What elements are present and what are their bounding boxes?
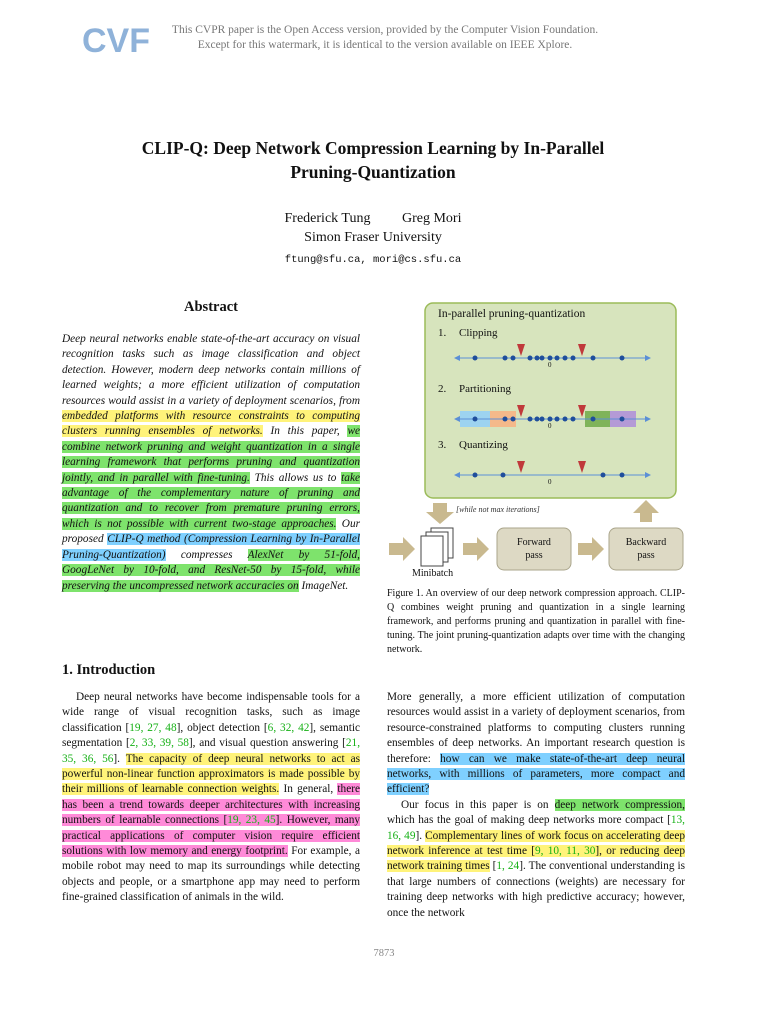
abstract-text: compresses: [165, 548, 248, 561]
body-text: ].: [113, 752, 126, 765]
backward-pass-label: [609, 536, 683, 562]
highlight-blue: how can we make state-of-the-art deep neural networks, with millions of parameters, more compact and efficient?: [387, 752, 685, 796]
step-1-number: 1.: [438, 327, 447, 339]
abstract-body: [62, 332, 360, 594]
zero-tick-3: 0: [548, 478, 552, 486]
backward-label-line-1: Backward: [625, 537, 667, 548]
zero-tick-1: 0: [548, 361, 552, 369]
citation-link[interactable]: 6, 32, 42: [267, 721, 310, 734]
section-heading-introduction: 1. Introduction: [62, 662, 156, 678]
body-text: Our focus in this paper is on: [401, 798, 555, 811]
author-email: ftung@sfu.ca, mori@cs.sfu.ca: [284, 254, 462, 266]
body-text: [: [489, 860, 497, 873]
forward-pass-label: [497, 536, 571, 562]
highlight-green: AlexNet by 51-fold, GoogLeNet by 10-fold, and ResNet-50 by 15-fold, while preserving the uncompressed network accuracies on: [62, 548, 360, 592]
body-text: ], semantic segmentation [: [62, 721, 361, 750]
body-text: More generally, a more efficient utilization of computation resources would assist in a variety of deployment scenarios, from resource-constrained platforms to computing clusters running ensembles of deep networks. An important research question is therefore:: [387, 691, 685, 765]
title-line-1: CLIP-Q: Deep Network Compression Learning by In-Parallel: [141, 138, 605, 158]
author-2: Greg Mori: [401, 211, 462, 226]
paragraph: [387, 798, 685, 921]
paragraph: [387, 690, 685, 798]
svg-text:CVF: CVF: [82, 22, 150, 60]
body-text: In general,: [279, 783, 338, 796]
step-3-label: Quantizing: [459, 439, 508, 451]
affiliation: Simon Fraser University: [304, 230, 442, 245]
body-text: For example, a mobile robot may need to map its surroundings while detecting objects and people, or a smartphone app may need to perform fine-grained classification of animals in the wild.: [62, 845, 360, 904]
down-arrow: [426, 503, 454, 524]
highlight-yellow-text: Complementary lines of work focus on accelerating deep network inference at test time [: [387, 829, 685, 858]
highlight-pink-text: there has been a trend towards deeper architectures with increasing numbers of learnable connections [: [62, 783, 360, 827]
minibatch-label: Minibatch: [412, 568, 454, 579]
minibatch-stack-icon: [421, 528, 453, 566]
backward-label-line-2: pass: [637, 550, 655, 561]
figure-caption: Figure 1. An overview of our deep network compression approach. CLIP-Q combines weight pruning and quantization in a single learning framework, and performs pruning and quantization in parallel with fine-tuning. The joint pruning-quantization adapts over time with the changing network.: [387, 588, 685, 655]
highlight-green: we combine network pruning and weight quantization in a single learning framework that performs pruning and quantization jointly, and in parallel with fine-tuning.: [62, 425, 360, 484]
citation-link[interactable]: 13, 16, 49: [387, 814, 685, 842]
body-text: Deep neural networks have become indispensable tools for a wide range of visual recognition tasks, such as image classification [: [62, 691, 360, 734]
highlight-blue: CLIP-Q method (Compression Learning by In-Parallel Pruning-Quantization): [62, 533, 360, 561]
abstract-text: This allows us to: [249, 471, 342, 484]
up-arrow: [633, 500, 659, 522]
citation-link[interactable]: 9, 10, 11, 30: [535, 845, 596, 858]
intro-right-column: [387, 690, 685, 921]
body-text: which has the goal of making deep networks more compact [: [387, 814, 671, 827]
abstract-text: In this paper,: [262, 425, 348, 438]
highlight-yellow: The capacity of deep neural networks to act as powerful non-linear function approximators is made possible by their millions of learnable connection weights.: [62, 752, 361, 796]
abstract-text: Our proposed: [62, 517, 360, 546]
body-text: ], object detection [: [176, 721, 268, 734]
step-3-number: 3.: [438, 439, 447, 451]
paper-title: [100, 136, 646, 184]
step-2-number: 2.: [438, 383, 447, 395]
author-1: Frederick Tung: [284, 211, 371, 226]
step-1-label: Clipping: [459, 327, 498, 339]
citation-link[interactable]: 19, 23, 45: [227, 814, 276, 827]
citation-link[interactable]: 19, 27, 48: [129, 721, 177, 734]
author-names: [100, 209, 646, 228]
cvf-logo: [82, 20, 150, 60]
highlight-yellow-text: ], or reducing deep network training times: [387, 845, 685, 873]
zero-tick-2: 0: [548, 422, 552, 430]
citation-link[interactable]: 2, 33, 39, 58: [129, 737, 189, 750]
watermark-line-2: Except for this watermark, it is identical to the version available on IEEE Xplore.: [197, 39, 573, 51]
abstract-heading: Abstract: [184, 299, 238, 315]
highlight-yellow: embedded platforms with resource constraints to computing clusters running ensembles of networks.: [62, 410, 360, 438]
citation-link[interactable]: 1, 24: [496, 860, 520, 873]
page-number: 7873: [373, 948, 395, 959]
citation-link[interactable]: 21, 35, 36, 56: [62, 737, 361, 765]
highlight-green: take advantage of the complementary nature of pruning and quantization and to recover from premature pruning errors, which is not possible with current two-stage approaches.: [62, 471, 360, 530]
body-text: ]. The conventional understanding is that large numbers of connections (weights) are necessary for training deep networks with high predictive accuracy; however, once the network: [387, 860, 686, 919]
abstract-text: ImageNet.: [298, 579, 349, 592]
highlight-green: deep network compression,: [554, 798, 685, 811]
body-text: ], and visual question answering [: [188, 737, 346, 750]
forward-label-line-1: Forward: [517, 537, 551, 548]
watermark-line-1: This CVPR paper is the Open Access version, provided by the Computer Vision Foundation.: [171, 24, 599, 36]
intro-left-column: [62, 690, 360, 906]
loop-note: [while not max iterations]: [456, 505, 540, 514]
highlight-pink-text: ]. However, many practical applications of computer vision require efficient solutions with low memory and energy footprint.: [62, 814, 361, 858]
title-line-2: Pruning-Quantization: [290, 162, 456, 182]
abstract-text: Deep neural networks enable state-of-the-art accuracy on visual recognition tasks such as image classification and object detection. However, modern deep networks contain millions of learned weights; a more efficient utilization of computation resources would assist in a variety of deployment scenarios, from: [62, 333, 360, 407]
watermark-text: [150, 23, 620, 53]
body-text: ].: [415, 829, 426, 842]
author-block: [100, 209, 646, 270]
forward-label-line-2: pass: [525, 550, 543, 561]
figure-panel-title: In-parallel pruning-quantization: [438, 308, 586, 320]
step-2-label: Partitioning: [459, 383, 511, 395]
